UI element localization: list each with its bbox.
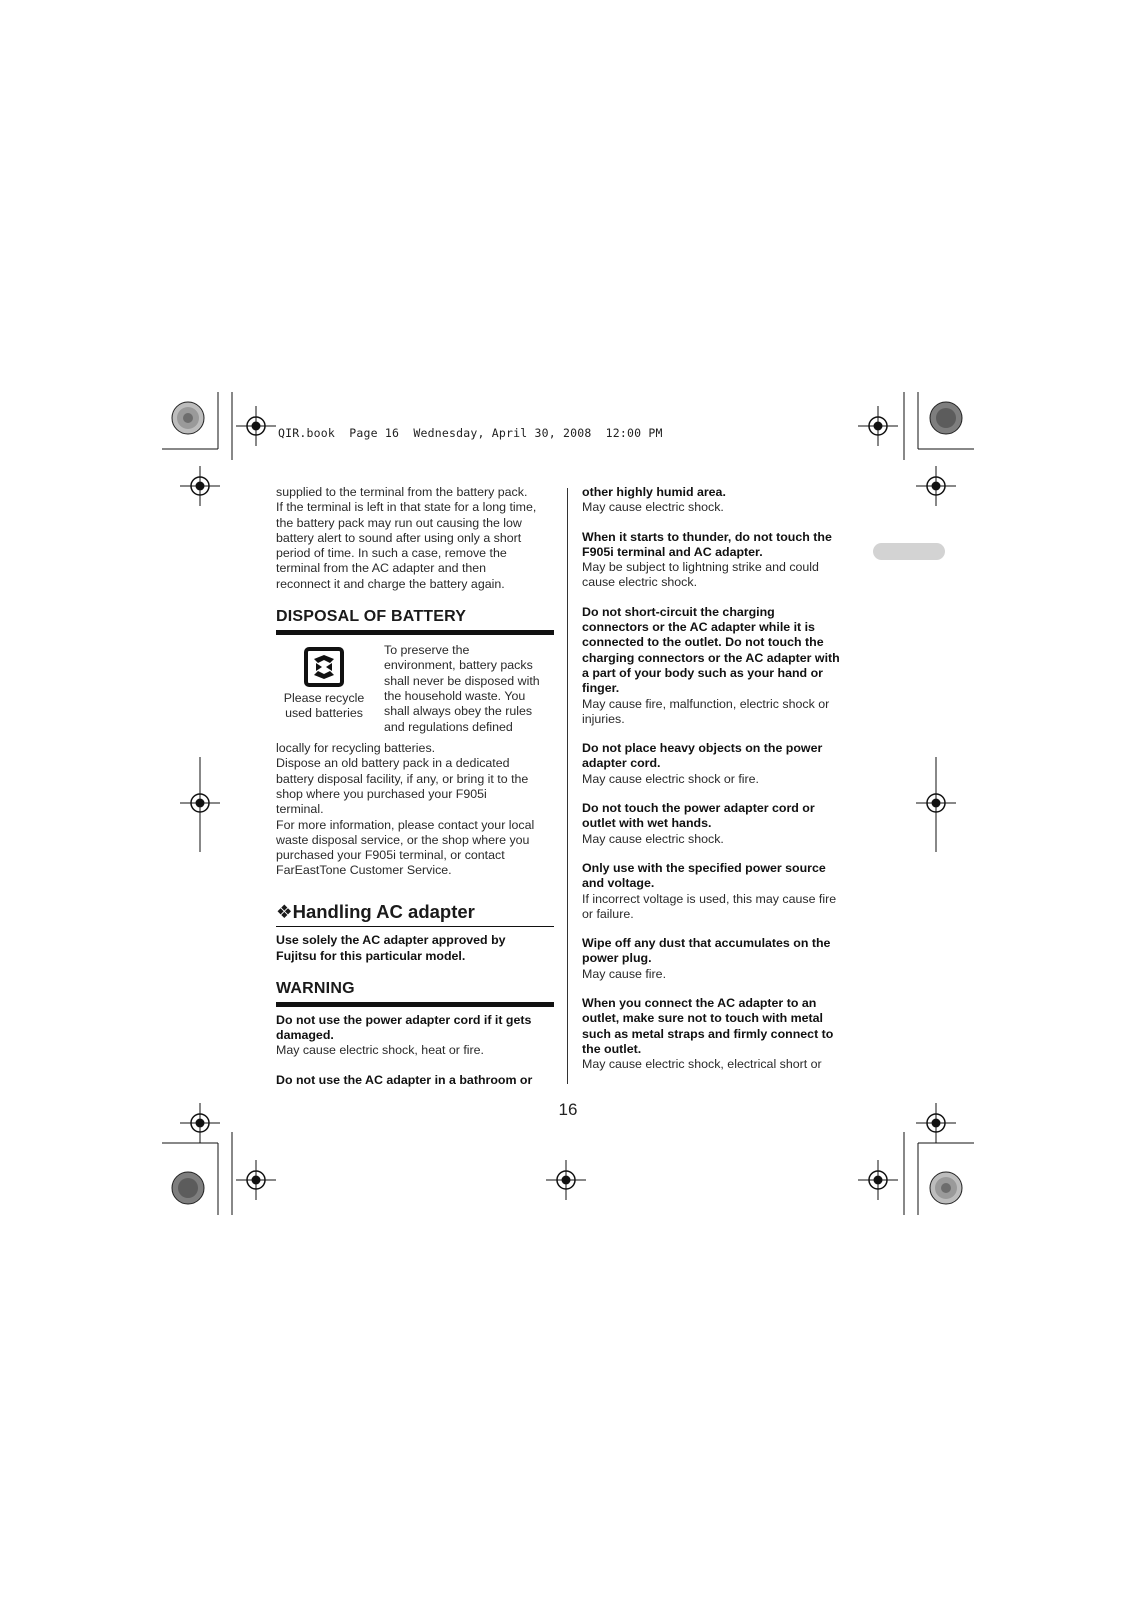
text-line: shall always obey the rules — [384, 704, 533, 719]
handling-heading: ❖Handling AC adapter — [276, 900, 475, 922]
text-line: If the terminal is left in that state for a long time, — [276, 500, 537, 515]
disposal-paragraph — [276, 741, 554, 879]
text-line: reconnect it and charge the battery again. — [276, 576, 505, 591]
text-line: FarEastTone Customer Service. — [276, 863, 452, 878]
text-line: and regulations defined — [384, 719, 513, 734]
text-line: Do not place heavy objects on the power — [582, 741, 823, 756]
text-line: Dispose an old battery pack in a dedicated — [276, 756, 510, 771]
text-line: waste disposal service, or the shop where you — [276, 832, 530, 847]
text-line: outlet, make sure not to touch with metal — [582, 1011, 823, 1026]
text-line: terminal from the AC adapter and then — [276, 561, 487, 576]
text-line: the household waste. You — [384, 688, 526, 703]
text-line: May cause electric shock, electrical short or — [582, 1057, 822, 1072]
disposal-heading: DISPOSAL OF BATTERY — [276, 608, 467, 626]
text-line: other highly humid area. — [582, 485, 726, 499]
text-line: For more information, please contact your local — [276, 817, 535, 832]
text-line: charging connectors or the AC adapter with — [582, 650, 840, 665]
print-header: QIR.book Page 16 Wednesday, April 30, 2008 12:00 PM — [278, 426, 663, 440]
right-column — [582, 485, 860, 1073]
text-line: May cause fire, malfunction, electric shock or — [582, 696, 830, 711]
text-line: connectors or the AC adapter while it is — [582, 620, 815, 635]
warning-item — [582, 485, 860, 516]
text-line: battery disposal facility, if any, or bring it to the — [276, 771, 529, 786]
text-line: When it starts to thunder, do not touch the — [582, 529, 832, 544]
heading-rule — [276, 1002, 554, 1007]
recycle-icon — [304, 647, 344, 687]
text-line: purchased your F905i terminal, or contact — [276, 848, 505, 863]
intro-paragraph — [276, 485, 554, 592]
text-line: Wipe off any dust that accumulates on the — [582, 936, 831, 951]
text-line: Only use with the specified power source — [582, 860, 826, 875]
text-line: supplied to the terminal from the battery pack. — [276, 485, 528, 499]
warning-item — [582, 996, 860, 1072]
text-line: adapter cord. — [582, 756, 661, 771]
text-line: Do not use the AC adapter in a bathroom or — [276, 1072, 533, 1087]
text-line: When you connect the AC adapter to an — [582, 996, 817, 1011]
warning-item — [582, 530, 860, 591]
text-line: the outlet. — [582, 1041, 642, 1056]
thumb-index-tab — [873, 543, 945, 560]
text-line: locally for recycling batteries. — [276, 741, 436, 756]
text-line: environment, battery packs — [384, 658, 533, 673]
text-line: F905i terminal and AC adapter. — [582, 544, 763, 559]
recycle-block — [276, 643, 554, 741]
recycle-caption — [276, 691, 372, 722]
text-line: and voltage. — [582, 876, 655, 891]
warning-heading: WARNING — [276, 979, 355, 997]
text-line: period of time. In such a case, remove the — [276, 546, 507, 561]
page-number: 16 — [558, 1100, 578, 1119]
text-line: Fujitsu for this particular model. — [276, 948, 466, 963]
text-line: terminal. — [276, 802, 324, 817]
text-line: injuries. — [582, 711, 625, 726]
column-divider — [567, 488, 568, 1084]
text-line: outlet with wet hands. — [582, 816, 712, 831]
text-line: Do not short-circuit the charging — [582, 604, 775, 619]
text-line: Do not touch the power adapter cord or — [582, 801, 815, 816]
left-column — [276, 485, 554, 1088]
text-line: such as metal straps and firmly connect to — [582, 1026, 834, 1041]
text-line: the battery pack may run out causing the low — [276, 515, 522, 530]
text-line: finger. — [582, 681, 620, 696]
text-line: Do not use the power adapter cord if it gets — [276, 1012, 532, 1027]
text-line: May cause electric shock or fire. — [582, 771, 759, 786]
text-line: damaged. — [276, 1028, 334, 1043]
warning-item — [582, 801, 860, 847]
warning-item — [582, 741, 860, 787]
text-line: a part of your body such as your hand or — [582, 665, 823, 680]
text-line: or failure. — [582, 906, 634, 921]
warning-item — [582, 936, 860, 982]
warning-item — [276, 1013, 554, 1059]
text-line: May cause electric shock. — [582, 831, 724, 846]
heading-rule — [276, 630, 554, 635]
text-line: connected to the outlet. Do not touch the — [582, 635, 824, 650]
text-line: May be subject to lightning strike and could — [582, 560, 819, 575]
text-line: May cause fire. — [582, 966, 667, 981]
warning-item — [582, 605, 860, 727]
caption-line: Please recycle — [283, 691, 365, 706]
heading-rule — [276, 926, 554, 928]
text-line: Use solely the AC adapter approved by — [276, 933, 506, 948]
text-line: battery alert to sound after using only a short — [276, 530, 522, 545]
text-line: cause electric shock. — [582, 575, 698, 590]
text-line: shall never be disposed with — [384, 673, 540, 688]
text-line: shop where you purchased your F905i — [276, 786, 487, 801]
text-line: May cause electric shock, heat or fire. — [276, 1043, 484, 1058]
warning-item — [582, 861, 860, 922]
text-line: To preserve the — [384, 643, 470, 658]
handling-note — [276, 933, 554, 964]
text-line: If incorrect voltage is used, this may cause fire — [582, 891, 837, 906]
text-line: May cause electric shock. — [582, 500, 724, 515]
caption-line: used batteries — [285, 706, 363, 721]
recycle-text — [384, 643, 554, 735]
warning-item — [276, 1073, 554, 1088]
recycle-figure — [276, 647, 372, 722]
text-line: power plug. — [582, 951, 652, 966]
